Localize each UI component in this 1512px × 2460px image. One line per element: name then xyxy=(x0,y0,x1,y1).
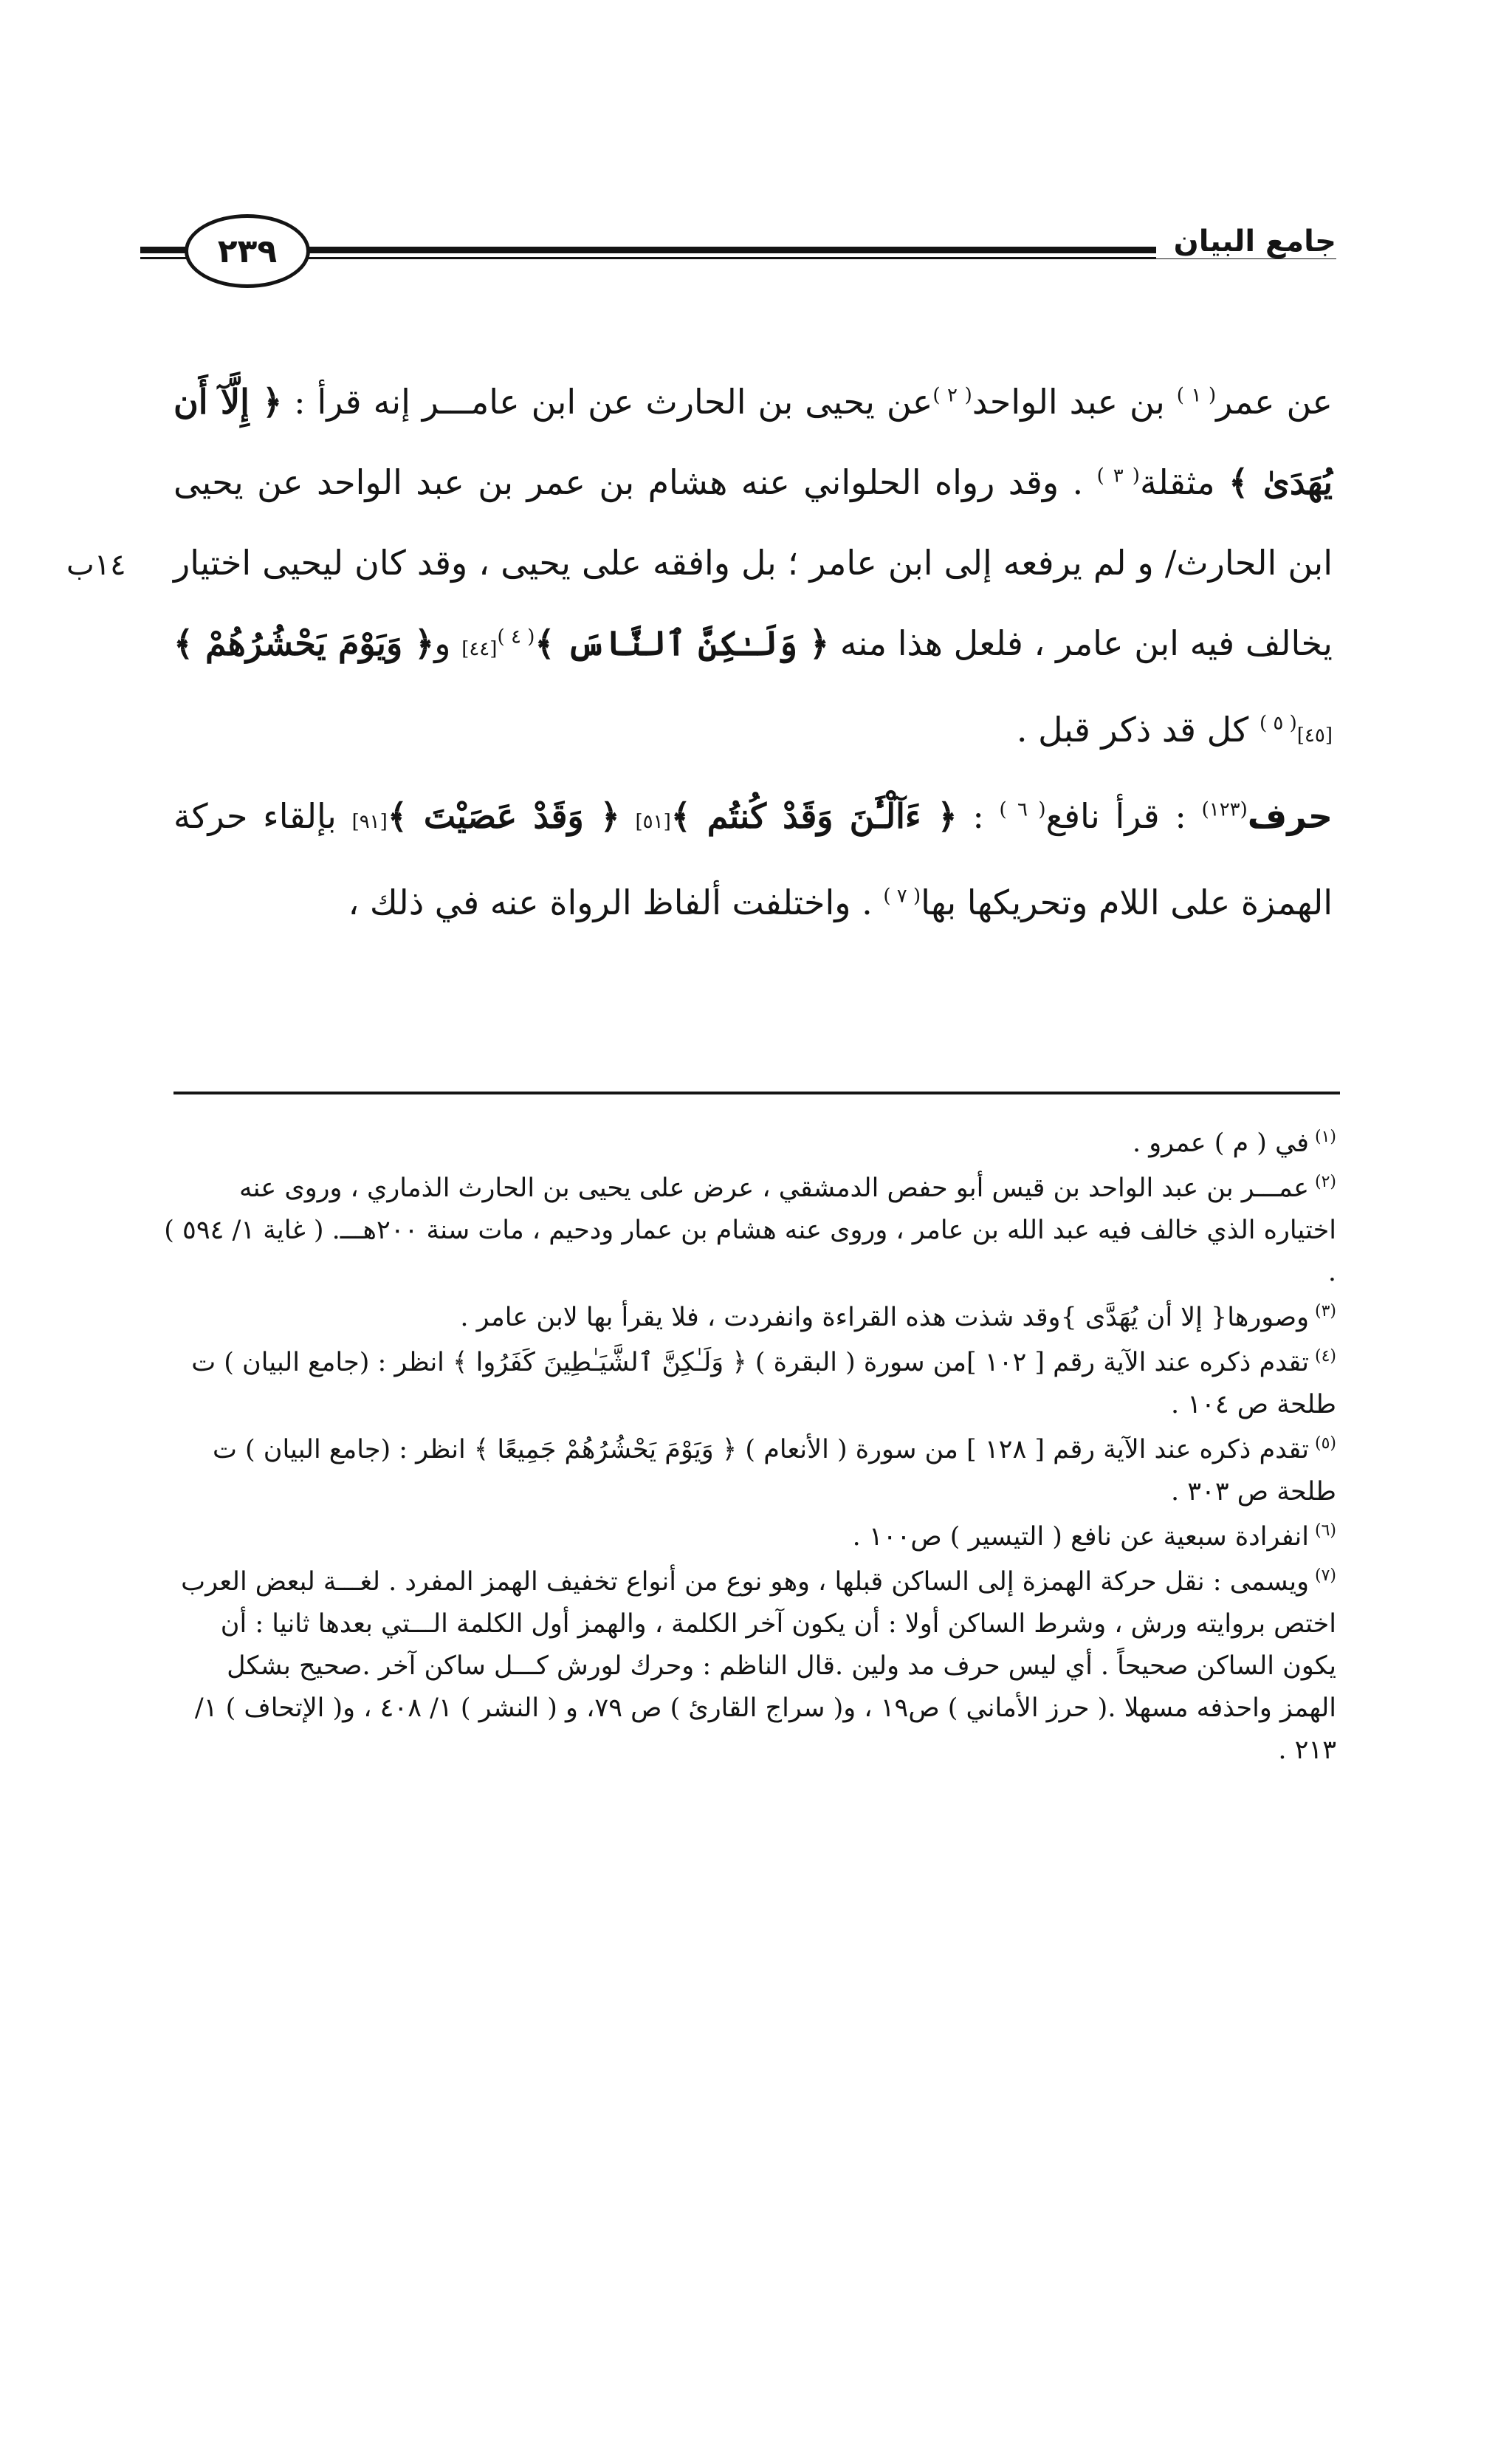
footnote-text: وصورها{ إلا أن يُهَدَّى }وقد شذت هذه القراءة وانفردت ، فلا يقرأ بها لابن عامر . xyxy=(460,1303,1309,1332)
text-run: و xyxy=(434,623,462,663)
entry-number: (١٢٣) xyxy=(1201,798,1248,821)
footnote-text: ويسمى : نقل حركة الهمزة إلى الساكن قبلها ، وهو نوع من أنواع تخفيف الهمز المفرد . لغـــة لبعض العرب اختص بروايته ورش ، وشرط الساكن أولا : أن يكون آخر الكلمة ، والهمز أول الكلمة الـــتي بعدها ثانيا : أن يكون الساكن صحيحاً . أي ليس حرف مد ولين .قال الناظم : وحرك لورش كـــل ساكن آخر .صحيح بشكل الهمز واحذفه مسهلا .( حرز الأماني ) ص١٩ ، و( سراج القارئ ) ص ٧٩، و ( النشر ) ١/ ٤٠٨ ، و( الإتحاف ) ١/ ٢١٣ . xyxy=(181,1567,1336,1765)
footnote xyxy=(162,1342,1336,1426)
verse-number: [٥١] xyxy=(635,811,671,833)
footnote-ref-4: ( ٤ ) xyxy=(497,626,535,648)
footnote-number: (٣) xyxy=(1314,1302,1336,1321)
footnote-number: (٦) xyxy=(1314,1521,1336,1541)
footnote-ref-2: ( ٢ ) xyxy=(932,384,972,407)
footnote-number: (٢) xyxy=(1314,1173,1336,1192)
entry-heading: حرف xyxy=(1247,796,1333,836)
footnote-number: (٧) xyxy=(1314,1566,1336,1586)
footnote xyxy=(162,1168,1336,1294)
quran-verse: ﴿ وَقَدْ عَصَيْتَ ﴾ xyxy=(387,796,620,836)
footnote-ref-3: ( ٣ ) xyxy=(1096,465,1140,487)
margin-folio-note: ١٤ب xyxy=(66,548,126,582)
footnote xyxy=(162,1516,1336,1558)
footnote-number: (١) xyxy=(1314,1128,1336,1147)
verse-number: [٤٤] xyxy=(461,638,498,660)
text-run: كل قد ذكر قبل . xyxy=(1016,710,1260,750)
text-run: : قرأ نافع xyxy=(1045,796,1202,836)
footnote xyxy=(162,1429,1336,1513)
text-run: مثقلة xyxy=(1139,462,1229,502)
text-run: عن يحيى بن الحارث عن ابن عامـــر إنه قرأ : xyxy=(282,382,933,422)
running-title: جامع البيان xyxy=(1156,225,1336,258)
footnote-number: (٤) xyxy=(1314,1347,1336,1366)
text-run: بن عبد الواحد xyxy=(972,382,1177,422)
main-text xyxy=(173,362,1333,943)
text-run: : xyxy=(957,796,1000,836)
footnote-number: (٥) xyxy=(1314,1434,1336,1453)
footnote-text: عمـــر بن عبد الواحد بن قيس أبو حفص الدمشقي ، عرض على يحيى بن الحارث الذماري ، وروى عنه اختياره الذي خالف فيه عبد الله بن عامر ، وروى عنه هشام بن عمار ودحيم ، مات سنة ٢٠٠هـــ. ( غاية ١/ ٥٩٤ ) . xyxy=(164,1174,1336,1287)
footnote xyxy=(162,1561,1336,1772)
footnote-ref-5: ( ٥ ) xyxy=(1259,712,1297,735)
footnote-text: تقدم ذكره عند الآية رقم [ ١٢٨ ] من سورة ( الأنعام ) ﴿ وَيَوْمَ يَحْشُرُهُمْ جَمِيعًا ﴾ انظر : (جامع البيان ) ت طلحة ص ٣٠٣ . xyxy=(212,1435,1336,1507)
verse-number: [٤٥] xyxy=(1296,724,1333,747)
footnote-text: في ( م ) عمرو . xyxy=(1133,1128,1309,1158)
text-run: . وقد رواه الحلواني عنه هشام بن عمر بن عبد الواحد عن يحيى ابن الحارث/ و لم يرفعه إلى ابن عامر ؛ بل وافقه على يحيى ، وقد كان ليحيى اختيار يخالف فيه ابن عامر ، فلعل هذا منه xyxy=(173,462,1333,663)
footnote-text: انفرادة سبعية عن نافع ( التيسير ) ص١٠٠ . xyxy=(852,1522,1309,1552)
text-run: . واختلفت ألفاظ الرواة عنه في ذلك ، xyxy=(348,883,884,922)
footnotes xyxy=(162,1123,1336,1775)
paragraph-1 xyxy=(173,362,1333,776)
footnote-ref-6: ( ٦ ) xyxy=(999,798,1046,821)
footnote xyxy=(162,1297,1336,1339)
verse-number: [٩١] xyxy=(351,811,388,833)
footnote-ref-7: ( ٧ ) xyxy=(883,885,921,908)
quran-verse: ﴿ ءَآلْـَٰٔنَ وَقَدْ كُنتُم ﴾ xyxy=(670,796,958,836)
footnote-ref-1: ( ١ ) xyxy=(1176,384,1217,407)
text-run xyxy=(620,796,636,836)
quran-verse: ﴿ وَلَـٰكِنَّ ٱلنَّاسَ ﴾ xyxy=(535,623,830,663)
page-number: ٢٣٩ xyxy=(185,214,310,288)
footnote-text: تقدم ذكره عند الآية رقم [ ١٠٢ ]من سورة ( البقرة ) ﴿ وَلَـٰكِنَّ ٱلشَّيَـٰطِينَ كَفَرُوا ﴾ انظر : (جامع البيان ) ت طلحة ص ١٠٤ . xyxy=(191,1348,1336,1419)
footnote-separator xyxy=(173,1092,1340,1094)
page-header xyxy=(140,214,1336,288)
quran-verse: ﴿ إِلَّآ أَن يُهَدَىٰ ﴾ xyxy=(173,382,1333,502)
paragraph-2 xyxy=(173,776,1333,943)
footnote xyxy=(162,1123,1336,1165)
quran-verse: ﴿ وَيَوْمَ يَحْشُرُهُمْ ﴾ xyxy=(173,623,435,663)
text-run: بإلقاء حركة الهمزة على اللام وتحريكها بها xyxy=(173,796,1333,922)
text-run: عن عمر xyxy=(1216,382,1333,422)
